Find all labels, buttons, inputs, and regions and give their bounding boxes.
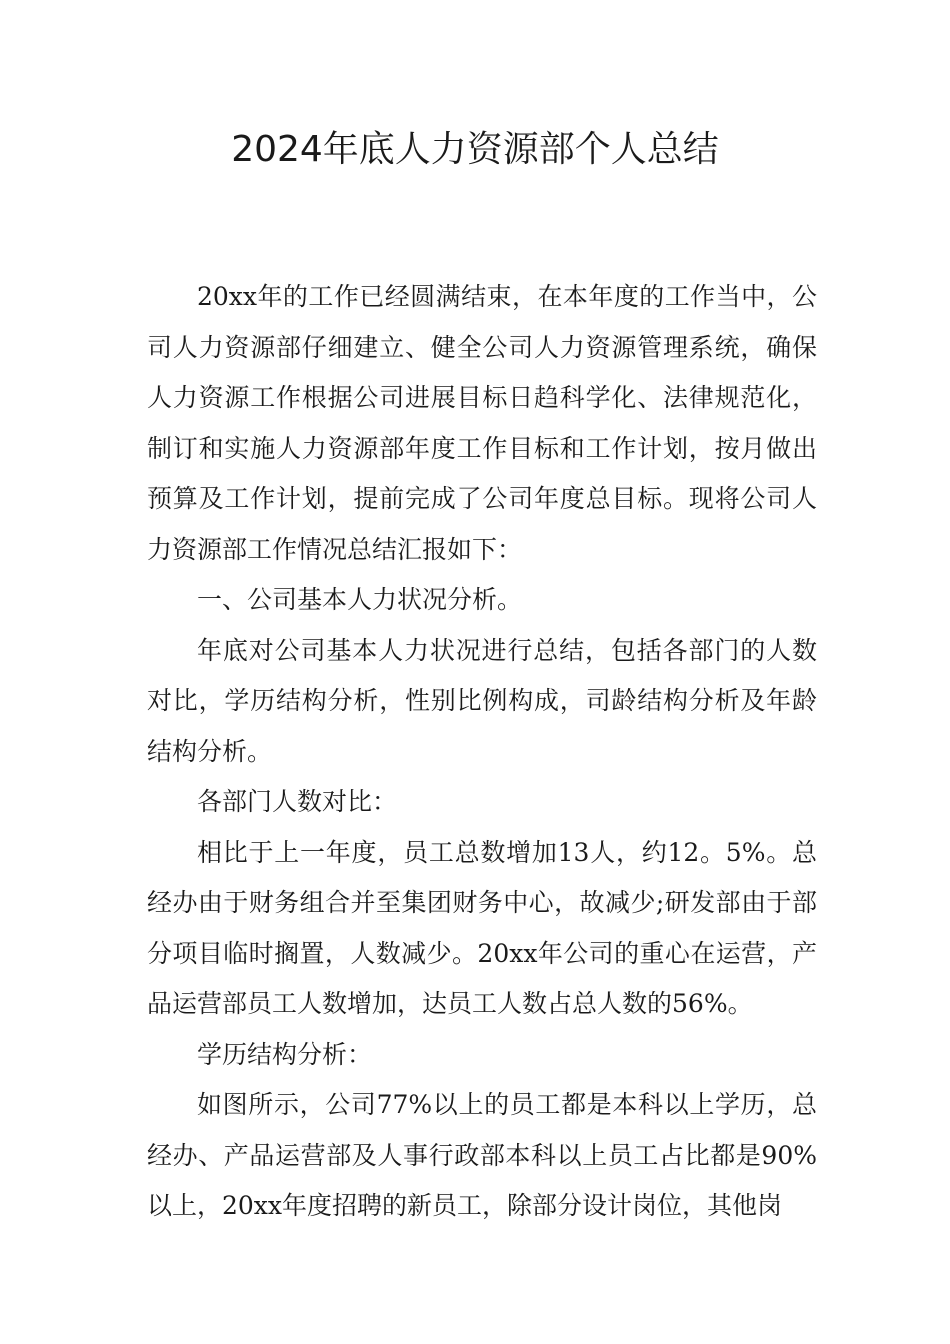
section-heading-basic-analysis: 一、公司基本人力状况分析。 bbox=[197, 585, 523, 614]
paragraph-intro: 20xx年的工作已经圆满结束，在本年度的工作当中，公司人力资源部仔细建立、健全公司人力资源管理系统，确保人力资源工作根据公司进展目标日趋科学化、法律规范化，制订和实施人力资源部年度工作目标和工作计划，按月做出预算及工作计划，提前完成了公司年度总目标。现将公司人力资源部工作情况总结汇报如下： bbox=[147, 282, 817, 564]
paragraph-department-comparison: 相比于上一年度，员工总数增加13人，约12。5%。总经办由于财务组合并至集团财务中心，故减少;研发部由于部分项目临时搁置，人数减少。20xx年公司的重心在运营，产品运营部员工人数增加，达员工人数占总人数的56%。 bbox=[147, 837, 817, 1018]
document-title: 2024年底人力资源部个人总结 bbox=[231, 129, 719, 170]
paragraph-basic-analysis: 年底对公司基本人力状况进行总结，包括各部门的人数对比，学历结构分析，性别比例构成，司龄结构分析及年龄结构分析。 bbox=[147, 635, 817, 766]
paragraph-education-structure: 如图所示，公司77%以上的员工都是本科以上学历，总经办、产品运营部及人事行政部本科以上员工占比都是90%以上，20xx年度招聘的新员工，除部分设计岗位，其他岗 bbox=[147, 1090, 817, 1220]
subheading-education-structure: 学历结构分析： bbox=[197, 1039, 373, 1069]
document-body bbox=[147, 272, 817, 1232]
subheading-department-comparison: 各部门人数对比： bbox=[197, 787, 398, 816]
